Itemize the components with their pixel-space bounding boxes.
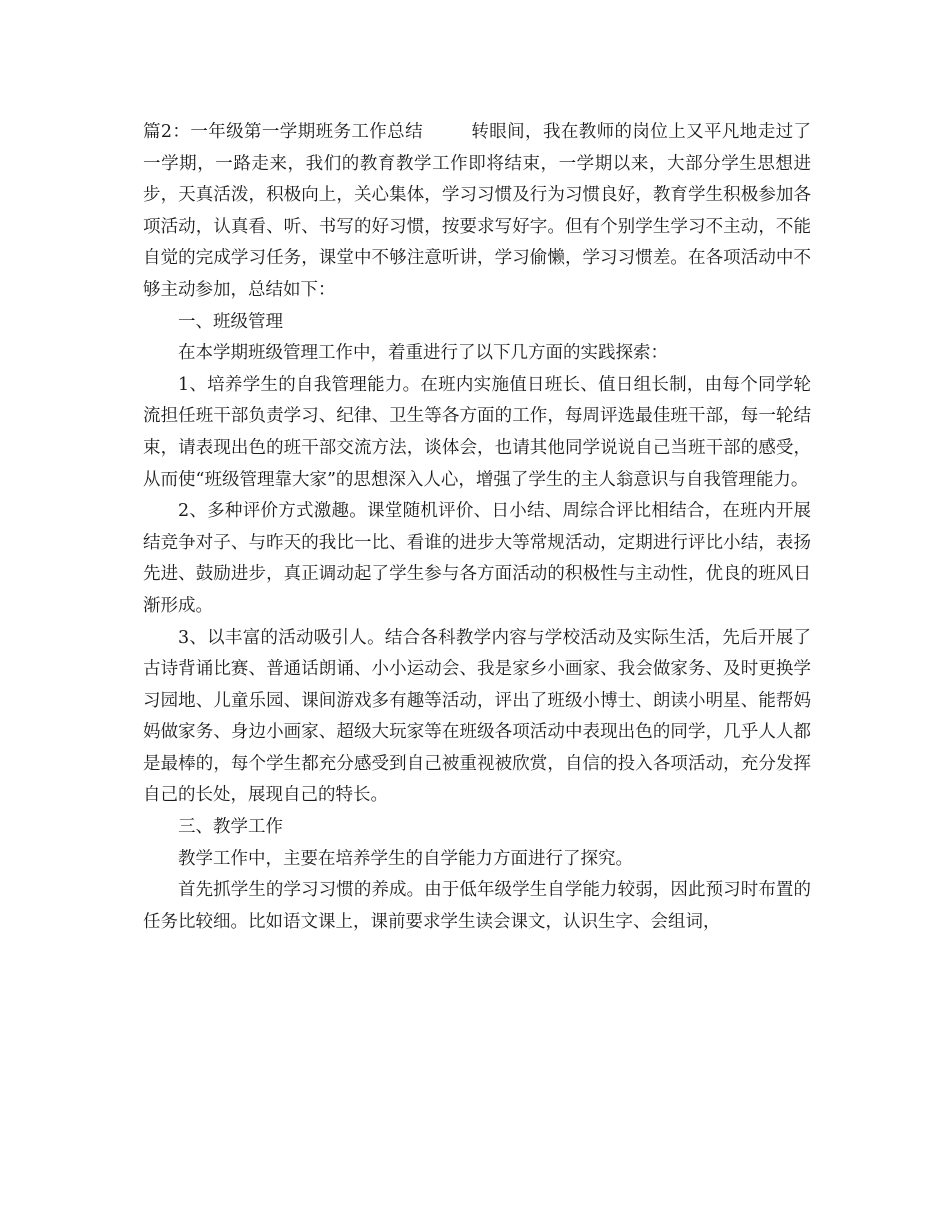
document-title: 篇2：一年级第一学期班务工作总结 (143, 122, 423, 142)
document-body (143, 117, 811, 938)
intro-paragraph (143, 117, 811, 307)
paragraph-teaching-intro: 教学工作中，主要在培养学生的自学能力方面进行了探究。 (178, 848, 633, 869)
paragraph-activities: 3、以丰富的活动吸引人。结合各科教学内容与学校活动及实际生活，先后开展了古诗背诵比赛、普通话朗诵、小小运动会、我是家乡小画家、我会做家务、及时更换学习园地、儿童乐园、课间游戏多有趣等活动，评出了班级小博士、朗读小明星、能帮妈妈做家务、身边小画家、超级大玩家等在班级各项活动中表现出色的同学，几乎人人都是最棒的，每个学生都充分感受到自己被重视被欣赏，自信的投入各项活动，充分发挥自己的长处，展现自己的特长。 (143, 627, 811, 806)
intro-text: 转眼间，我在教师的岗位上又平凡地走过了一学期，一路走来，我们的教育教学工作即将结束，一学期以来，大部分学生思想进步，天真活泼，积极向上，关心集体，学习习惯及行为习惯良好，教育学生积极参加各项活动，认真看、听、书写的好习惯，按要求写好字。但有个别学生学习不主动，不能自觉的完成学习任务，课堂中不够注意听讲，学习偷懒，学习习惯差。在各项活动中不够主动参加，总结如下： (143, 122, 811, 300)
paragraph-self-management: 1、培养学生的自我管理能力。在班内实施值日班长、值日组长制，由每个同学轮流担任班干部负责学习、纪律、卫生等各方面的工作，每周评选最佳班干部，每一轮结束，请表现出色的班干部交流方法，谈体会，也请其他同学说说自己当班干部的感受，从而使“班级管理靠大家”的思想深入人心，增强了学生的主人翁意识与自我管理能力。 (143, 374, 811, 490)
paragraph-evaluation: 2、多种评价方式激趣。课堂随机评价、日小结、周综合评比相结合，在班内开展结竞争对子、与昨天的我比一比、看谁的进步大等常规活动，定期进行评比小结，表扬先进、鼓励进步，真正调动起了学生参与各方面活动的积极性与主动性，优良的班风日渐形成。 (143, 501, 811, 616)
paragraph-study-habits: 首先抓学生的学习习惯的养成。由于低年级学生自学能力较弱，因此预习时布置的任务比较细。比如语文课上，课前要求学生读会课文，认识生字、会组词， (143, 880, 811, 932)
paragraph-management-intro: 在本学期班级管理工作中，着重进行了以下几方面的实践探索： (178, 343, 668, 364)
section-heading-class-management: 一、班级管理 (178, 311, 283, 332)
section-heading-teaching: 三、教学工作 (178, 817, 283, 838)
